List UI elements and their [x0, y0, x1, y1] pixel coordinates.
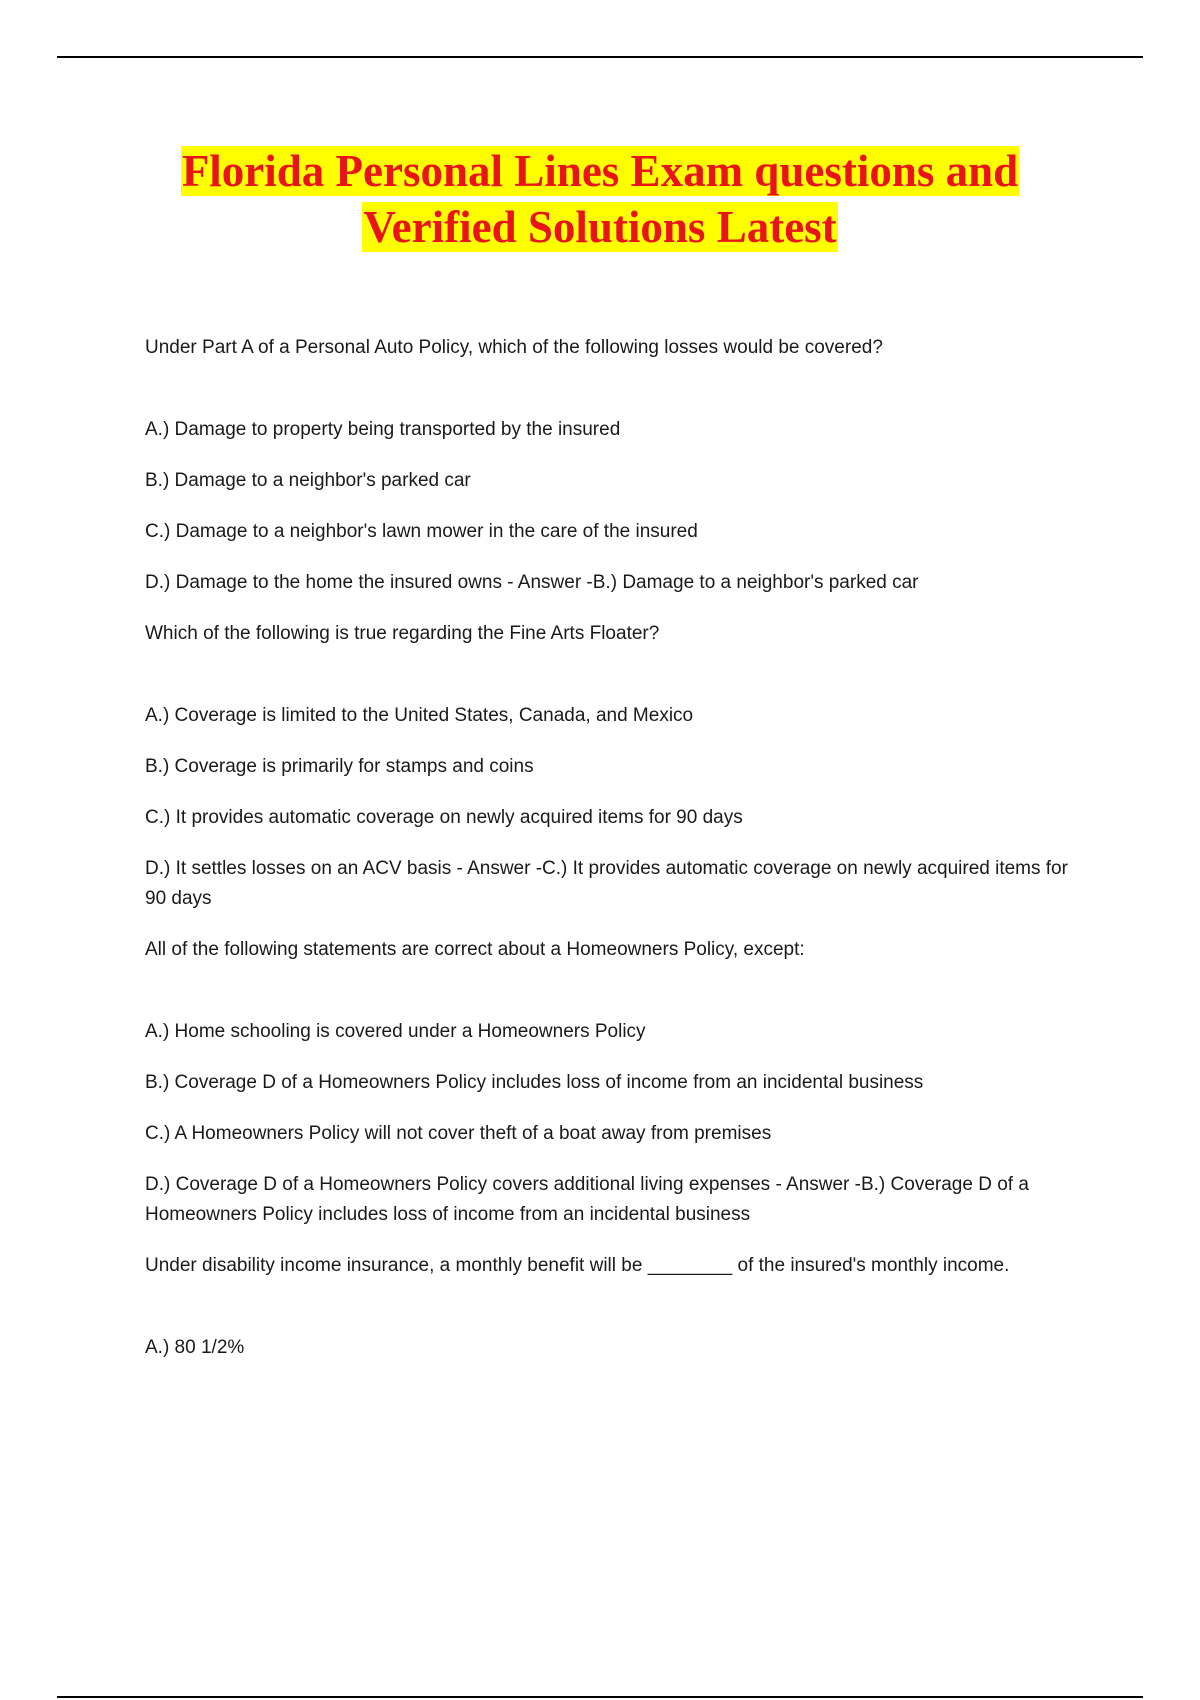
answer-option: C.) A Homeowners Policy will not cover theft of a boat away from premises	[145, 1123, 772, 1144]
answer-option: A.) 80 1/2%	[145, 1337, 245, 1358]
answer-option: A.) Home schooling is covered under a Homeowners Policy	[145, 1021, 646, 1042]
answer-option: A.) Damage to property being transported by the insured	[145, 419, 621, 440]
question-text: All of the following statements are correct about a Homeowners Policy, except:	[145, 939, 805, 960]
question-list	[145, 333, 1090, 1384]
answer-option: A.) Coverage is limited to the United States, Canada, and Mexico	[145, 705, 694, 726]
question-text: Under Part A of a Personal Auto Policy, which of the following losses would be covered?	[145, 337, 883, 358]
answer-option: B.) Damage to a neighbor's parked car	[145, 470, 471, 491]
title-line-2: Verified Solutions Latest	[363, 202, 837, 252]
bottom-rule	[57, 1696, 1143, 1698]
answer-option: C.) It provides automatic coverage on newly acquired items for 90 days	[145, 807, 743, 828]
answer-option: B.) Coverage is primarily for stamps and coins	[145, 756, 534, 777]
top-rule	[57, 56, 1143, 58]
answer-option-with-answer: D.) It settles losses on an ACV basis - Answer -C.) It provides automatic coverage on newly acquired items for 90 days	[145, 858, 1068, 909]
document-title	[0, 143, 1200, 255]
answer-option-with-answer: D.) Damage to the home the insured owns - Answer -B.) Damage to a neighbor's parked car	[145, 572, 919, 593]
answer-option: B.) Coverage D of a Homeowners Policy includes loss of income from an incidental business	[145, 1072, 924, 1093]
question-text: Which of the following is true regarding the Fine Arts Floater?	[145, 623, 660, 644]
answer-option-with-answer: D.) Coverage D of a Homeowners Policy covers additional living expenses - Answer -B.) Coverage D of a Homeowners Policy includes loss of income from an incidental business	[145, 1174, 1029, 1225]
title-line-1: Florida Personal Lines Exam questions and	[181, 146, 1019, 196]
answer-option: C.) Damage to a neighbor's lawn mower in the care of the insured	[145, 521, 698, 542]
question-text: Under disability income insurance, a monthly benefit will be ________ of the insured's monthly income.	[145, 1255, 1010, 1276]
